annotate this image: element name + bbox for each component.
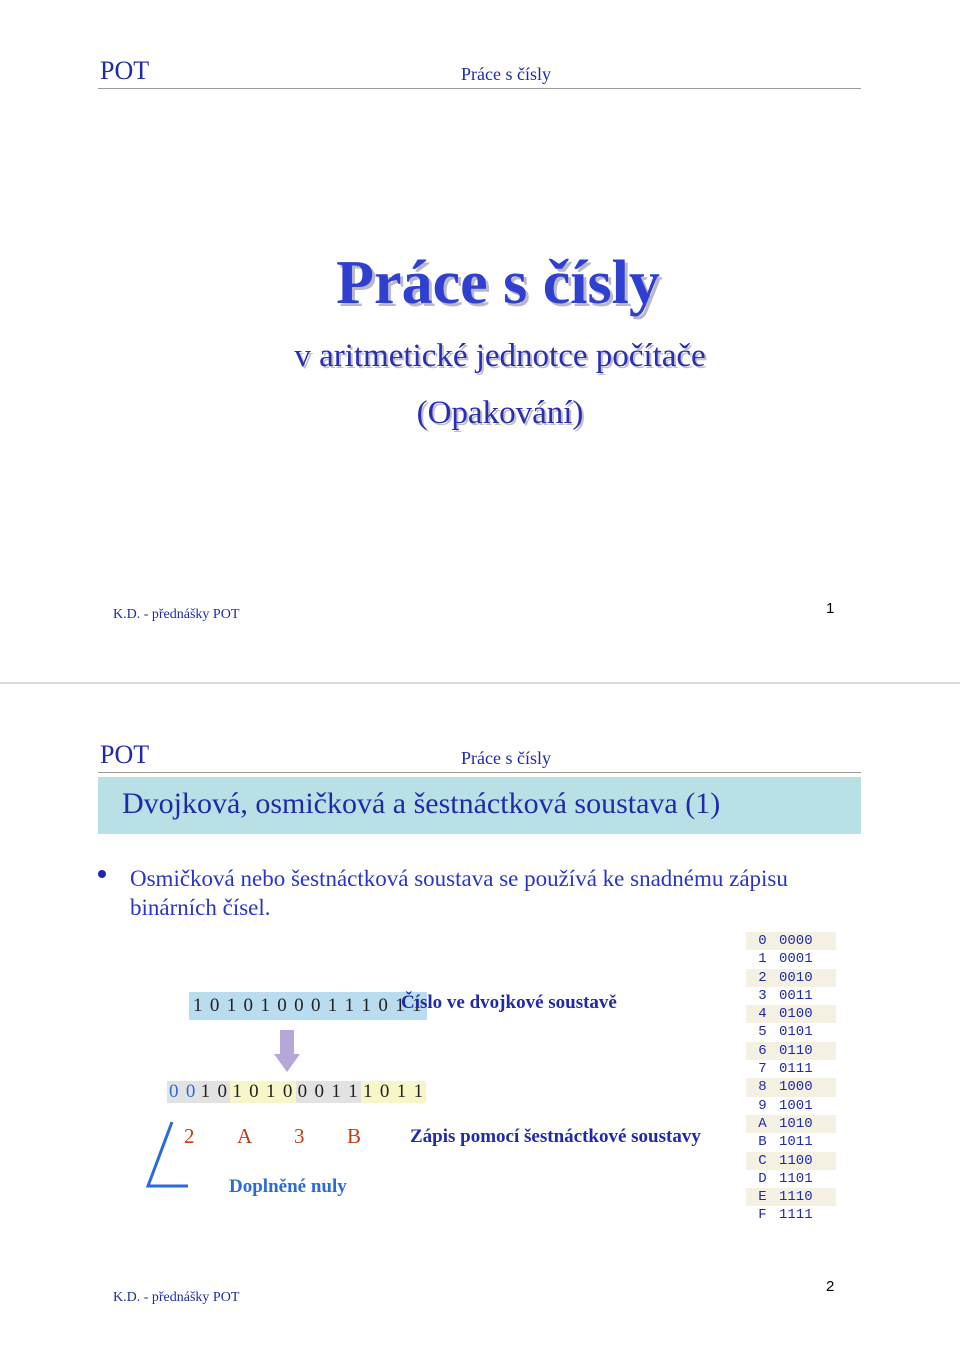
slide-subtitle: v aritmetické jednotce počítače — [294, 338, 706, 374]
binary-cell: 1011 — [779, 1134, 813, 1151]
binary-cell: 0010 — [779, 969, 813, 986]
table-row — [746, 969, 836, 987]
padded-binary — [163, 1078, 430, 1106]
hex-cell: 9 — [758, 1097, 767, 1114]
padded-zeros: 0 0 — [169, 1081, 197, 1102]
nibble-4: 1 0 1 1 — [363, 1081, 425, 1102]
header-topic: Práce s čísly — [461, 64, 551, 84]
slide-title: Práce s čísly — [336, 249, 660, 317]
hex-cell: 6 — [758, 1042, 767, 1059]
table-row — [746, 1206, 836, 1224]
table-row — [746, 1152, 836, 1170]
hex-cell: C — [758, 1152, 767, 1169]
hex-digit: 3 — [294, 1124, 305, 1148]
header-course: POT — [100, 56, 150, 85]
hex-cell: 2 — [758, 969, 767, 986]
table-row — [746, 1060, 836, 1078]
bullet-text: Osmičková nebo šestnáctková soustava se používá ke snadnému zápisu binárních čísel. — [130, 866, 788, 920]
table-row — [746, 1023, 836, 1041]
binary-cell: 0100 — [779, 1006, 813, 1023]
table-row — [746, 1005, 836, 1023]
slide-1 — [0, 0, 960, 683]
table-row — [746, 1078, 836, 1096]
hex-cell: 0 — [758, 933, 767, 949]
hex-cell: 7 — [758, 1061, 767, 1078]
binary-cell: 1001 — [779, 1097, 813, 1114]
pointer-bracket-icon — [140, 1120, 190, 1190]
hex-cell: F — [758, 1207, 767, 1224]
header-topic: Práce s čísly — [461, 748, 551, 768]
binary-cell: 1000 — [779, 1079, 813, 1096]
nibble-1: 1 0 — [200, 1081, 229, 1102]
hex-binary-table — [746, 932, 836, 1225]
page-number: 1 — [826, 600, 835, 617]
hex-digit: A — [237, 1124, 253, 1148]
hex-cell: 4 — [758, 1006, 767, 1023]
hex-digit: 2 — [184, 1124, 195, 1148]
footer-text: K.D. - přednášky POT — [113, 1290, 240, 1305]
hex-cell: D — [758, 1170, 767, 1187]
binary-cell: 1100 — [779, 1152, 813, 1169]
binary-cell: 1010 — [779, 1115, 813, 1132]
table-row — [746, 1115, 836, 1133]
table-row — [746, 950, 836, 968]
binary-cell: 0111 — [779, 1061, 813, 1078]
table-row — [746, 1097, 836, 1115]
banner-title: Dvojková, osmičková a šestnáctková soustava (1) — [122, 787, 721, 820]
nibble-3: 0 0 1 1 — [297, 1081, 360, 1102]
binary-label: Číslo ve dvojkové soustavě — [401, 992, 617, 1013]
binary-cell: 1110 — [779, 1189, 813, 1206]
binary-cell: 1111 — [779, 1207, 813, 1224]
hex-cell: 5 — [758, 1024, 767, 1041]
table-row — [746, 1188, 836, 1206]
hex-label: Zápis pomocí šestnáctkové soustavy — [410, 1126, 701, 1147]
binary-cell: 0001 — [779, 951, 813, 968]
hex-digit: B — [347, 1124, 362, 1148]
hex-cell: 1 — [758, 951, 767, 968]
table-row — [746, 932, 836, 950]
binary-cell: 0101 — [779, 1024, 813, 1041]
header-course: POT — [100, 740, 150, 769]
arrow-down-icon — [274, 1030, 300, 1072]
binary-cell: 0110 — [779, 1042, 813, 1059]
hex-cell: E — [758, 1189, 767, 1206]
header-rule — [98, 88, 861, 89]
hex-cell: A — [758, 1115, 767, 1132]
table-row — [746, 1170, 836, 1188]
binary-cell: 0000 — [779, 933, 813, 949]
footer-text: K.D. - přednášky POT — [113, 607, 240, 622]
slide-subtitle-2: (Opakování) — [416, 395, 584, 431]
binary-number: 1 0 1 0 1 0 0 0 1 1 1 0 1 1 — [189, 992, 427, 1020]
hex-cell: B — [758, 1134, 767, 1151]
hex-cell: 8 — [758, 1079, 767, 1096]
binary-cell: 1101 — [779, 1170, 813, 1187]
binary-cell: 0011 — [779, 987, 813, 1004]
slide-2 — [0, 684, 960, 1367]
table-row — [746, 1042, 836, 1060]
nibble-2: 1 0 1 0 — [232, 1081, 294, 1102]
page-number: 2 — [826, 1278, 835, 1295]
padded-zeros-label: Doplněné nuly — [229, 1176, 347, 1197]
header-rule — [98, 772, 861, 773]
hex-cell: 3 — [758, 987, 767, 1004]
table-row — [746, 1133, 836, 1151]
bullet-icon — [98, 870, 106, 878]
table-row — [746, 987, 836, 1005]
title-banner — [98, 777, 861, 834]
